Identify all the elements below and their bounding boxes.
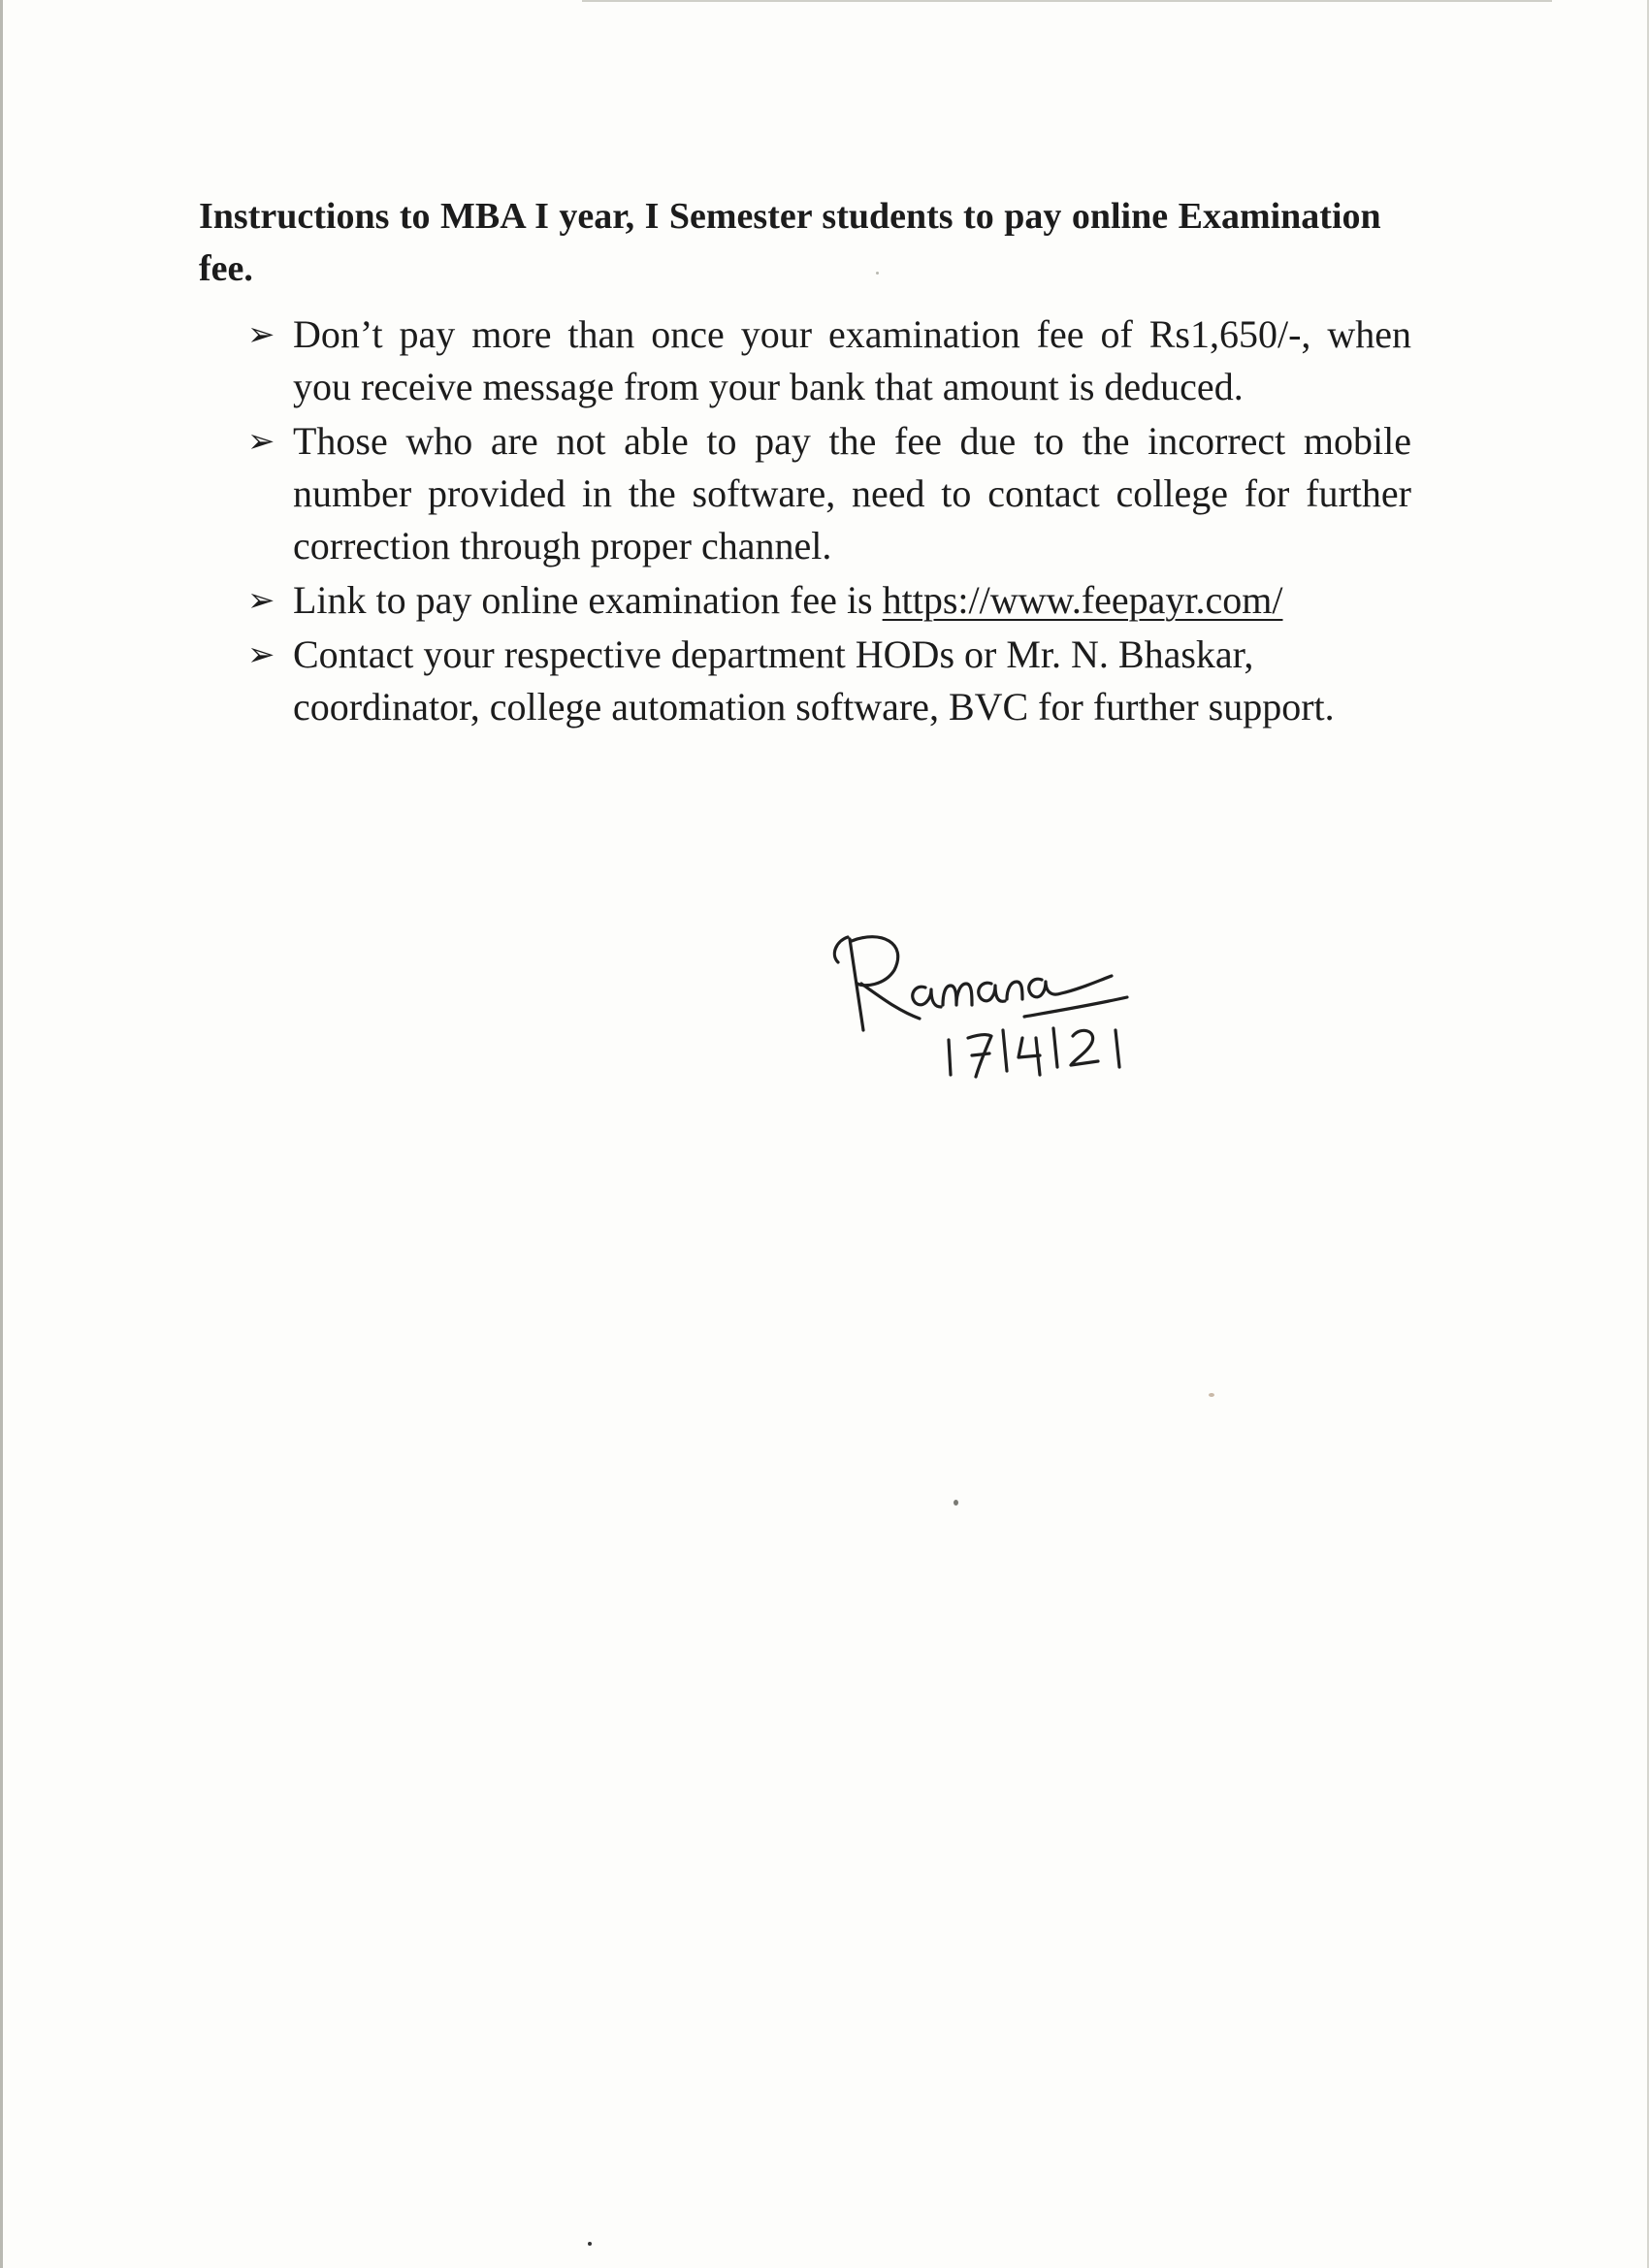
- arrowhead-bullet-icon: ➢: [247, 315, 275, 354]
- instruction-item: [199, 574, 1411, 627]
- instruction-text: Link to pay online examination fee is: [293, 578, 883, 622]
- fee-payment-link[interactable]: https://www.feepayr.com/: [882, 578, 1283, 622]
- scan-speck: [1209, 1393, 1214, 1397]
- page-edge-top: [582, 0, 1552, 2]
- instruction-text: Contact your respective department HODs or Mr. N. Bhaskar, coordinator, college automation software, BVC for further support.: [293, 632, 1335, 729]
- instruction-item: [199, 629, 1411, 733]
- scan-speck: [876, 272, 879, 275]
- arrowhead-bullet-icon: ➢: [247, 422, 275, 461]
- instruction-list: [199, 308, 1411, 733]
- scan-speck: [588, 2242, 592, 2246]
- scan-speck: [954, 1500, 958, 1506]
- notice: [199, 190, 1411, 735]
- instruction-item: [199, 308, 1411, 413]
- instruction-text: Those who are not able to pay the fee due to the incorrect mobile number provided in the software, need to contact college for further correction through proper channel.: [293, 419, 1411, 567]
- instruction-text: Don’t pay more than once your examination fee of Rs1,650/-, when you receive message from your bank that amount is deduced.: [293, 312, 1411, 408]
- arrowhead-bullet-icon: ➢: [247, 581, 275, 620]
- handwritten-signature: [824, 929, 1183, 1094]
- page-edge-left: [0, 0, 3, 2268]
- instruction-item: [199, 415, 1411, 572]
- notice-heading: Instructions to MBA I year, I Semester students to pay online Examination fee.: [199, 196, 1381, 289]
- arrowhead-bullet-icon: ➢: [247, 635, 275, 674]
